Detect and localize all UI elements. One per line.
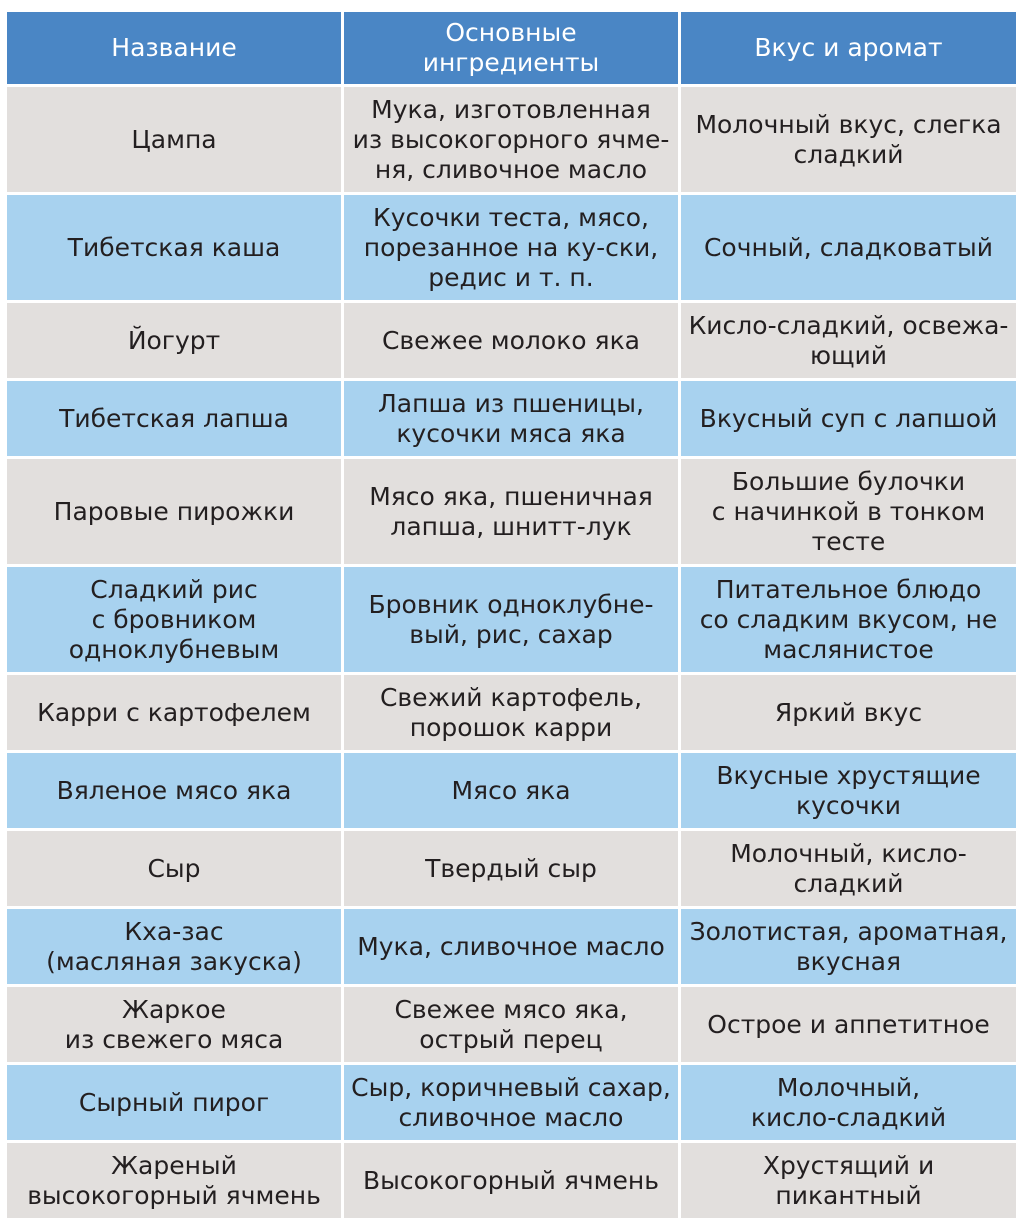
dish-name: Сладкий рис с бровником одноклубневым xyxy=(6,566,343,674)
dish-taste: Вкусные хрустящие кусочки xyxy=(680,752,1018,830)
dish-ingredients: Свежее молоко яка xyxy=(343,302,680,380)
table-row xyxy=(6,458,1018,566)
dish-ingredients: Мясо яка xyxy=(343,752,680,830)
dish-taste: Яркий вкус xyxy=(680,674,1018,752)
header-ingredients: Основные ингредиенты xyxy=(343,11,680,86)
table-row xyxy=(6,194,1018,302)
header-row xyxy=(6,11,1018,86)
dish-name: Йогурт xyxy=(6,302,343,380)
dish-taste: Сочный, сладковатый xyxy=(680,194,1018,302)
dish-taste: Питательное блюдо со сладким вкусом, не маслянистое xyxy=(680,566,1018,674)
dish-name: Жареный высокогорный ячмень xyxy=(6,1142,343,1220)
table-row xyxy=(6,566,1018,674)
table-row xyxy=(6,830,1018,908)
table-row xyxy=(6,674,1018,752)
dish-ingredients: Свежее мясо яка, острый перец xyxy=(343,986,680,1064)
header-name: Название xyxy=(6,11,343,86)
dish-ingredients: Мясо яка, пшеничная лапша, шнитт-лук xyxy=(343,458,680,566)
dish-taste: Золотистая, ароматная, вкусная xyxy=(680,908,1018,986)
dish-ingredients: Твердый сыр xyxy=(343,830,680,908)
dish-ingredients: Высокогорный ячмень xyxy=(343,1142,680,1220)
dish-ingredients: Свежий картофель, порошок карри xyxy=(343,674,680,752)
table-row xyxy=(6,1064,1018,1142)
dish-taste: Молочный вкус, слегка сладкий xyxy=(680,86,1018,194)
dish-taste: Большие булочки с начинкой в тонком тесте xyxy=(680,458,1018,566)
dish-name: Цампа xyxy=(6,86,343,194)
table-row xyxy=(6,752,1018,830)
table-row xyxy=(6,86,1018,194)
dish-name: Сырный пирог xyxy=(6,1064,343,1142)
dish-ingredients: Мука, изготовленная из высокогорного ячме- ня, сливочное масло xyxy=(343,86,680,194)
table-row xyxy=(6,986,1018,1064)
dish-name: Сыр xyxy=(6,830,343,908)
header-taste: Вкус и аромат xyxy=(680,11,1018,86)
dish-ingredients: Мука, сливочное масло xyxy=(343,908,680,986)
table-row xyxy=(6,908,1018,986)
tibetan-food-table xyxy=(4,9,1019,1221)
dish-ingredients: Бровник одноклубне- вый, рис, сахар xyxy=(343,566,680,674)
dish-taste: Кисло-сладкий, освежа- ющий xyxy=(680,302,1018,380)
dish-name: Тибетская лапша xyxy=(6,380,343,458)
table-row xyxy=(6,380,1018,458)
dish-name: Жаркое из свежего мяса xyxy=(6,986,343,1064)
table-row xyxy=(6,302,1018,380)
dish-taste: Вкусный суп с лапшой xyxy=(680,380,1018,458)
dish-ingredients: Сыр, коричневый сахар, сливочное масло xyxy=(343,1064,680,1142)
dish-name: Тибетская каша xyxy=(6,194,343,302)
dish-name: Кха-зас (масляная закуска) xyxy=(6,908,343,986)
dish-ingredients: Лапша из пшеницы, кусочки мяса яка xyxy=(343,380,680,458)
dish-taste: Молочный, кисло- сладкий xyxy=(680,830,1018,908)
dish-taste: Молочный, кисло-сладкий xyxy=(680,1064,1018,1142)
dish-ingredients: Кусочки теста, мясо, порезанное на ку-ски, редис и т. п. xyxy=(343,194,680,302)
dish-name: Паровые пирожки xyxy=(6,458,343,566)
dish-name: Вяленое мясо яка xyxy=(6,752,343,830)
dish-taste: Хрустящий и пикантный xyxy=(680,1142,1018,1220)
dish-taste: Острое и аппетитное xyxy=(680,986,1018,1064)
dish-name: Карри с картофелем xyxy=(6,674,343,752)
table-row xyxy=(6,1142,1018,1220)
